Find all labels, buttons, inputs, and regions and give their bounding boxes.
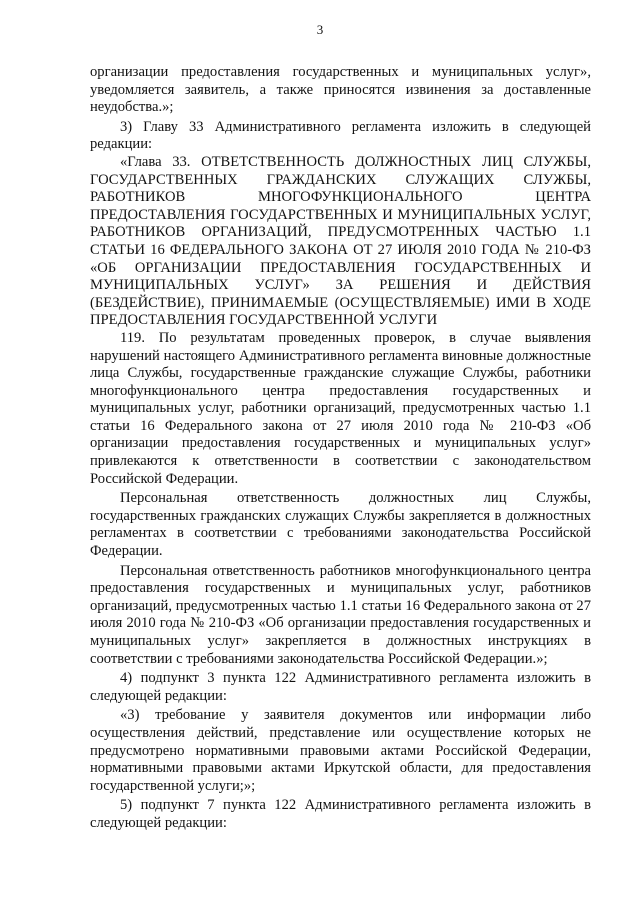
chapter-33-heading: «Глава 33. ОТВЕТСТВЕННОСТЬ ДОЛЖНОСТНЫХ ЛИЦ СЛУЖБЫ, ГОСУДАРСТВЕННЫХ ГРАЖДАНСКИХ СЛУЖАЩИХ СЛУЖБЫ, РАБОТНИКОВ МНОГОФУНКЦИОНАЛЬНОГО ЦЕНТРА ПРЕДОСТАВЛЕНИЯ ГОСУДАРСТВЕННЫХ И МУНИЦИПАЛЬНЫХ УСЛУГ, РАБОТНИКОВ ОРГАНИЗАЦИЙ, ПРЕДУСМОТРЕННЫХ ЧАСТЬЮ 1.1 СТАТЬИ 16 ФЕДЕРАЛЬНОГО ЗАКОНА ОТ 27 ИЮЛЯ 2010 ГОДА № 210-ФЗ «ОБ ОРГАНИЗАЦИИ ПРЕДОСТАВЛЕНИЯ ГОСУДАРСТВЕННЫХ И МУНИЦИПАЛЬНЫХ УСЛУГ» ЗА РЕШЕНИЯ И ДЕЙСТВИЯ (БЕЗДЕЙСТВИЕ), ПРИНИМАЕМЫЕ (ОСУЩЕСТВЛЯЕМЫЕ) ИМИ В ХОДЕ ПРЕДОСТАВЛЕНИЯ ГОСУДАРСТВЕННОЙ УСЛУГИ bbox=[90, 153, 591, 329]
paragraph-personal-responsibility-officials: Персональная ответственность должностных лиц Службы, государственных гражданских служащих Службы закрепляется в должностных регламентах в соответствии с требованиями законодательства Российской Федерации. bbox=[90, 490, 591, 560]
paragraph-119: 119. По результатам проведенных проверок, в случае выявления нарушений настоящего Административного регламента виновные должностные лица Службы, государственные гражданские служащие Службы, работники многофункционального центра предоставления государственных и муниципальных услуг, работники организаций, предусмотренных частью 1.1 статьи 16 Федерального закона от 27 июля 2010 года № 210-ФЗ «Об организации предоставления государственных и муниципальных услуг» привлекаются к ответственности в соответствии с законодательством Российской Федерации. bbox=[90, 329, 591, 487]
paragraph-item-3: 3) Главу 33 Административного регламента изложить в следующей редакции: bbox=[90, 118, 591, 153]
paragraph-item-5: 5) подпункт 7 пункта 122 Административного регламента изложить в следующей редакции: bbox=[90, 797, 591, 831]
paragraph-item-4: 4) подпункт 3 пункта 122 Административного регламента изложить в следующей редакции: bbox=[90, 670, 591, 704]
page-number: 3 bbox=[316, 22, 324, 37]
paragraph-continuation: организации предоставления государственных и муниципальных услуг», уведомляется заявитель, а также приносятся извинения за доставленные неудобства.»; bbox=[90, 64, 591, 116]
document-body bbox=[90, 64, 591, 833]
paragraph-personal-responsibility-mfc: Персональная ответственность работников многофункционального центра предоставления государственных и муниципальных услуг, работников организаций, предусмотренных частью 1.1 статьи 16 Федерального закона от 27 июля 2010 года № 210-ФЗ «Об организации предоставления государственных и муниципальных услуг» закрепляется в должностных инструкциях в соответствии с требованиями законодательства Российской Федерации.»; bbox=[90, 562, 591, 667]
paragraph-subitem-3-text: «3) требование у заявителя документов или информации либо осуществления действий, представление или осуществление которых не предусмотрено нормативными правовыми актами Российской Федерации, нормативными правовыми актами Иркутской области, для предоставления государственной услуги;»; bbox=[90, 707, 591, 794]
